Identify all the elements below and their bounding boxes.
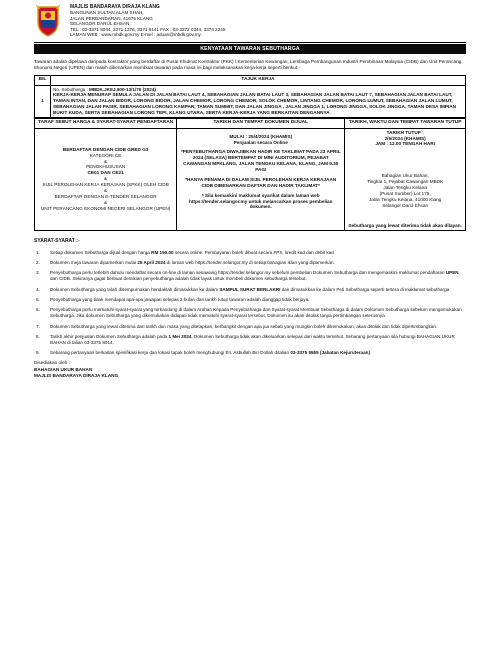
- condition-text: Sebarang pertanyaan berkaitan spesifikasi kerja dan lokasi tapak boleh menghubungi En. Asbullah Bin Dollah ditalian 03-3375 5555 (Jabatan Kejuruteraan).: [50, 350, 372, 356]
- update-info-note: * Sila kemaskini maklumat syarikat dalam laman web https://tender.selangor.my untuk melancarkan proses pembelian dokumen.: [188, 192, 333, 210]
- reg-amp: &: [104, 187, 108, 193]
- row-number: 1: [35, 85, 51, 118]
- work-title-cell: [51, 85, 466, 118]
- condition-text: Dokumen Sebutharga yang telah disempurnakan hendaklah dimasukkan ke dalam SAMPUL SURAT BERLAKRI dan dimasukkan ke dalam Peti Sebutharga seperti tertera di maklumat sebutharga.: [50, 286, 451, 292]
- condition-text: Penyebutharga perlu mematuhi syarat-syarat yang terkandung di dalam Arahan Kepada Penyebutharga dan Syarat-syarat Membuat Sebutharga di dalam Dokumen Sebutharga sebelum mengemukakan Sebutharga. Jika dokumen Sebutharga yang dikemukakan didapati tidak mematuhi syarat-syarat tersebut, Dokumen itu akan ditolak tanpa pertimbangan seterusnya.: [50, 307, 462, 319]
- notice-title: KENYATAAN TAWARAN SEBUTHARGA: [34, 44, 466, 54]
- col-registration: TARAF SEBUT HARGA & SYARAT-SYARAT PENDAFTARAN: [35, 119, 177, 128]
- condition-item: [34, 260, 466, 266]
- address-line: SELANGOR DARUL EHSAN: [70, 21, 130, 26]
- quotation-number: No. Sebutharga : MBDK.JKEJ.600-13/1/76 (2024): [53, 86, 156, 92]
- condition-item: [34, 324, 466, 330]
- address-line: BANGUNAN SULTAN ALAM SHAH,: [70, 10, 144, 15]
- reg-amp: &: [104, 176, 108, 182]
- reg-amp: &: [104, 199, 108, 205]
- reg-codes: CE01 DAN CE21: [87, 170, 124, 176]
- registration-cell: [35, 128, 177, 230]
- condition-item: [34, 334, 466, 346]
- header-rule: [34, 42, 466, 43]
- col-tajuk-kerja: TAJUK KERJA: [51, 76, 466, 85]
- closing-place-line: Tingkat 1, Pejabat Cawangan MBDK: [367, 179, 444, 185]
- condition-text: Dokumen meja tawaran dipamerkan mulai 25 April 2024 di laman web https://tender.selangor.my di setiap bahagian iklan yang dipamerkan.: [50, 260, 335, 266]
- condition-number: 7.: [36, 323, 40, 329]
- reg-category: KATEGORI CE: [89, 152, 122, 158]
- closing-place-line: Bahagian Ukur Bahan,: [381, 173, 429, 179]
- condition-text: Penyebutharga perlu terlebih dahulu mendaftar secara on-line di laman sesawang https://tender.selangor.my sebelum pembelian Dokumen Sebutharga dan mengemaskini maklumat pendaftaran UPEN dan CIDB. Sekiranya gagal berbuat demikian penyebutharga adalah tidak layak untuk membeli dokumen sebutharga tersebut.: [50, 270, 459, 282]
- closing-cell: [345, 128, 466, 230]
- briefing-eligibility: *HANYA PENAMA DI DALAM SIJIL PEROLEHAN KERJA KERAJAAN CIDB DIBENARKAN DAFTAR DAN HADIR TAKLIMAT*: [185, 176, 337, 188]
- closing-place-line: Selangor Darul Ehsan: [382, 202, 429, 208]
- prepared-by-label: Disediakan oleh :: [34, 360, 70, 366]
- condition-item: [34, 287, 466, 293]
- late-submission-note: Sebutharga yang lewat diterima tidak akan dilayan.: [348, 222, 462, 228]
- prepared-by-org: MAJLIS BANDARAYA DIRAJA KLANG: [34, 373, 119, 379]
- condition-item: [34, 297, 466, 303]
- condition-number: 8.: [36, 333, 40, 339]
- sale-cell: [177, 128, 345, 230]
- condition-number: 6.: [36, 307, 40, 313]
- condition-text: Tarikh akhir penjualan Dokumen Sebutharga adalah pada 1 Mei 2024. Dokumen Sebutharga tidak akan dikeluarkan selepas dari waktu tersebut. Sebarang pertanyaan sila hubungi BAHAGIAN UKUR BAHAN di talian 03-3375 8014.: [50, 333, 455, 345]
- sale-online: Penjualan secara Online: [233, 139, 288, 145]
- sale-start: MULAI : 25/4/2024 (KHAMIS): [229, 133, 293, 139]
- condition-number: 4.: [36, 286, 40, 292]
- details-table: [34, 118, 466, 230]
- condition-text: Penyebutharga yang tidak mendapat apa-apa jawapan selepas 3 bulan dari tarikh tutup tawaran adalah dianggap tidak berjaya.: [50, 296, 310, 302]
- briefing-notice: *PENYEBUTHARGA DIWAJIBKAN HADIR KE TAKLIMAT PADA 23 APRIL 2024 (SELASA) BERTEMPAT DI MINI AUDITORIUM, PEJABAT CAWANGAN MPKLANG, JALAN TENGKU KELANA, KLANG, JAM 9.30 PAGI: [180, 149, 341, 173]
- closing-date: 2/5/2024 (KHAMIS): [384, 135, 426, 141]
- condition-item: [34, 270, 466, 282]
- condition-item: [34, 350, 466, 356]
- work-title: KERJA-KERJA MENURAP SEMULA JALAN DI JALAN BATAI LAUT 4, SEBAHAGIAN JALAN BATAI LAUT 3, SEBAHAGIAN JALAN BATAI LAUT 7, SEBAHAGIAN JALAN BATAI LAUT, TAMAN INTAN, DAN JALAN BIDOR, LORONG BIDOR, JALAN CHEMOR, LORONG CHEMOR, SOLOK CHEMOR, LINTANG CHEMOR, LORONG LUMUT, SEBAHAGIAN JALAN LUMUT, SEBAHAGIAN JALAN PASIR, SEBAHAGIAN LORONG KAMPAR, TAMAN SUMMIT, DAN JALAN JINGGA , JALAN JINGGA 1, LORONG JINGGA, SOLOK JINGGA, TAMAN DESA IMPIAN BUKIT KUDA, SERTA SEBAHAGIAN LORONG TEPI, KLANG UTARA, SERTA KERJA-KERJA YANG BERKAITAN DENGANNYA: [53, 92, 457, 116]
- condition-number: 3.: [36, 270, 40, 276]
- col-closing: TARIKH, WAKTU DAN TEMPAT TAWARAN TUTUP: [345, 119, 466, 128]
- condition-number: 1.: [36, 249, 40, 255]
- condition-number: 2.: [36, 260, 40, 266]
- condition-item: [34, 307, 466, 319]
- crest-icon: [34, 4, 62, 38]
- conditions-list: [34, 250, 466, 356]
- reg-amp: &: [104, 158, 108, 164]
- reg-upen: UNIT PERANCANG EKONOMI NEGERI SELANGOR (UPEN): [40, 205, 171, 211]
- reg-specialisation: PENGKHUSUSAN: [85, 164, 126, 170]
- conditions-title: SYARAT-SYARAT :-: [34, 237, 80, 244]
- intro-paragraph: Tawaran adalah dipelawa daripada kontraktor yang berdaftar di Pusat Khidmat Kontraktor (PKK) / Kementerian Kewangan, Lembaga Pembangunan Industri Pembinaan Malaysia (CIDB) dan Unit Perancang Ekonomi Negeri (UPEN) dan masih dibenarkan membuat tawaran pada masa ini bagi melaksanakan kerja-kerja seperti berikut:-: [34, 58, 462, 70]
- closing-label: TARIKH TUTUP :: [386, 129, 424, 135]
- prepared-by: [34, 360, 466, 380]
- closing-place-line: (Pusat Sumber) Lot 175,: [379, 190, 431, 196]
- col-sale: TARIKH DAN TEMPAT DOKUMEN DIJUAL: [177, 119, 345, 128]
- condition-number: 5.: [36, 296, 40, 302]
- prepared-by-dept: BAHAGIAN UKUR BAHAN: [34, 366, 93, 372]
- condition-text: Dokumen Sebutharga yang lewat diterima dari tarikh dan masa yang ditetapkan, berbangkit dengan apa jua sebab yang mungkin boleh dikemukakan, akan ditolak dan tidak dipertimbangkan.: [50, 323, 438, 329]
- condition-text: Setiap dokumen Sebutharga dijual dengan harga RM 150.00 secara online. Pembayaran boleh dibuat secara FPX, kredit kad dan debit kad.: [50, 249, 336, 255]
- address-line: JALAN PERBANDARAN, 41675 KLANG: [70, 15, 153, 21]
- letterhead: [34, 4, 466, 38]
- col-bil: BIL: [35, 76, 51, 85]
- web-email-line: LAMAN WEB : www.mbdk.gov.my E-mel : aduan@mbdk.gov.my: [70, 32, 201, 37]
- reg-cidb: BERDAFTAR DENGAN CIDB GRED G3: [62, 146, 149, 152]
- org-name: MAJLIS BANDARAYA DIRAJA KLANG: [70, 4, 160, 10]
- closing-place-line: Jalan Tengku Kelana: [383, 185, 427, 191]
- reg-etender: BERDAFTAR DENGAN E-TENDER SELANGOR: [54, 193, 157, 199]
- work-title-table: [34, 75, 466, 118]
- letterhead-text: [70, 4, 225, 38]
- closing-place-line: Jalan Tengku Kelana, 41000 Klang: [368, 196, 442, 202]
- reg-spkk: SIJIL PEROLEHAN KERJA KERAJAAN (SPKK) OLEH CIDB: [42, 182, 169, 188]
- condition-number: 9.: [36, 350, 40, 356]
- contact-line: TEL : 03-3371 8044, 3371 1376, 3371 6141 FAX : 03-3372 0344, 3374 2245: [70, 26, 226, 32]
- condition-item: [34, 250, 466, 256]
- closing-time: JAM : 12.00 TENGAH HARI: [375, 141, 435, 147]
